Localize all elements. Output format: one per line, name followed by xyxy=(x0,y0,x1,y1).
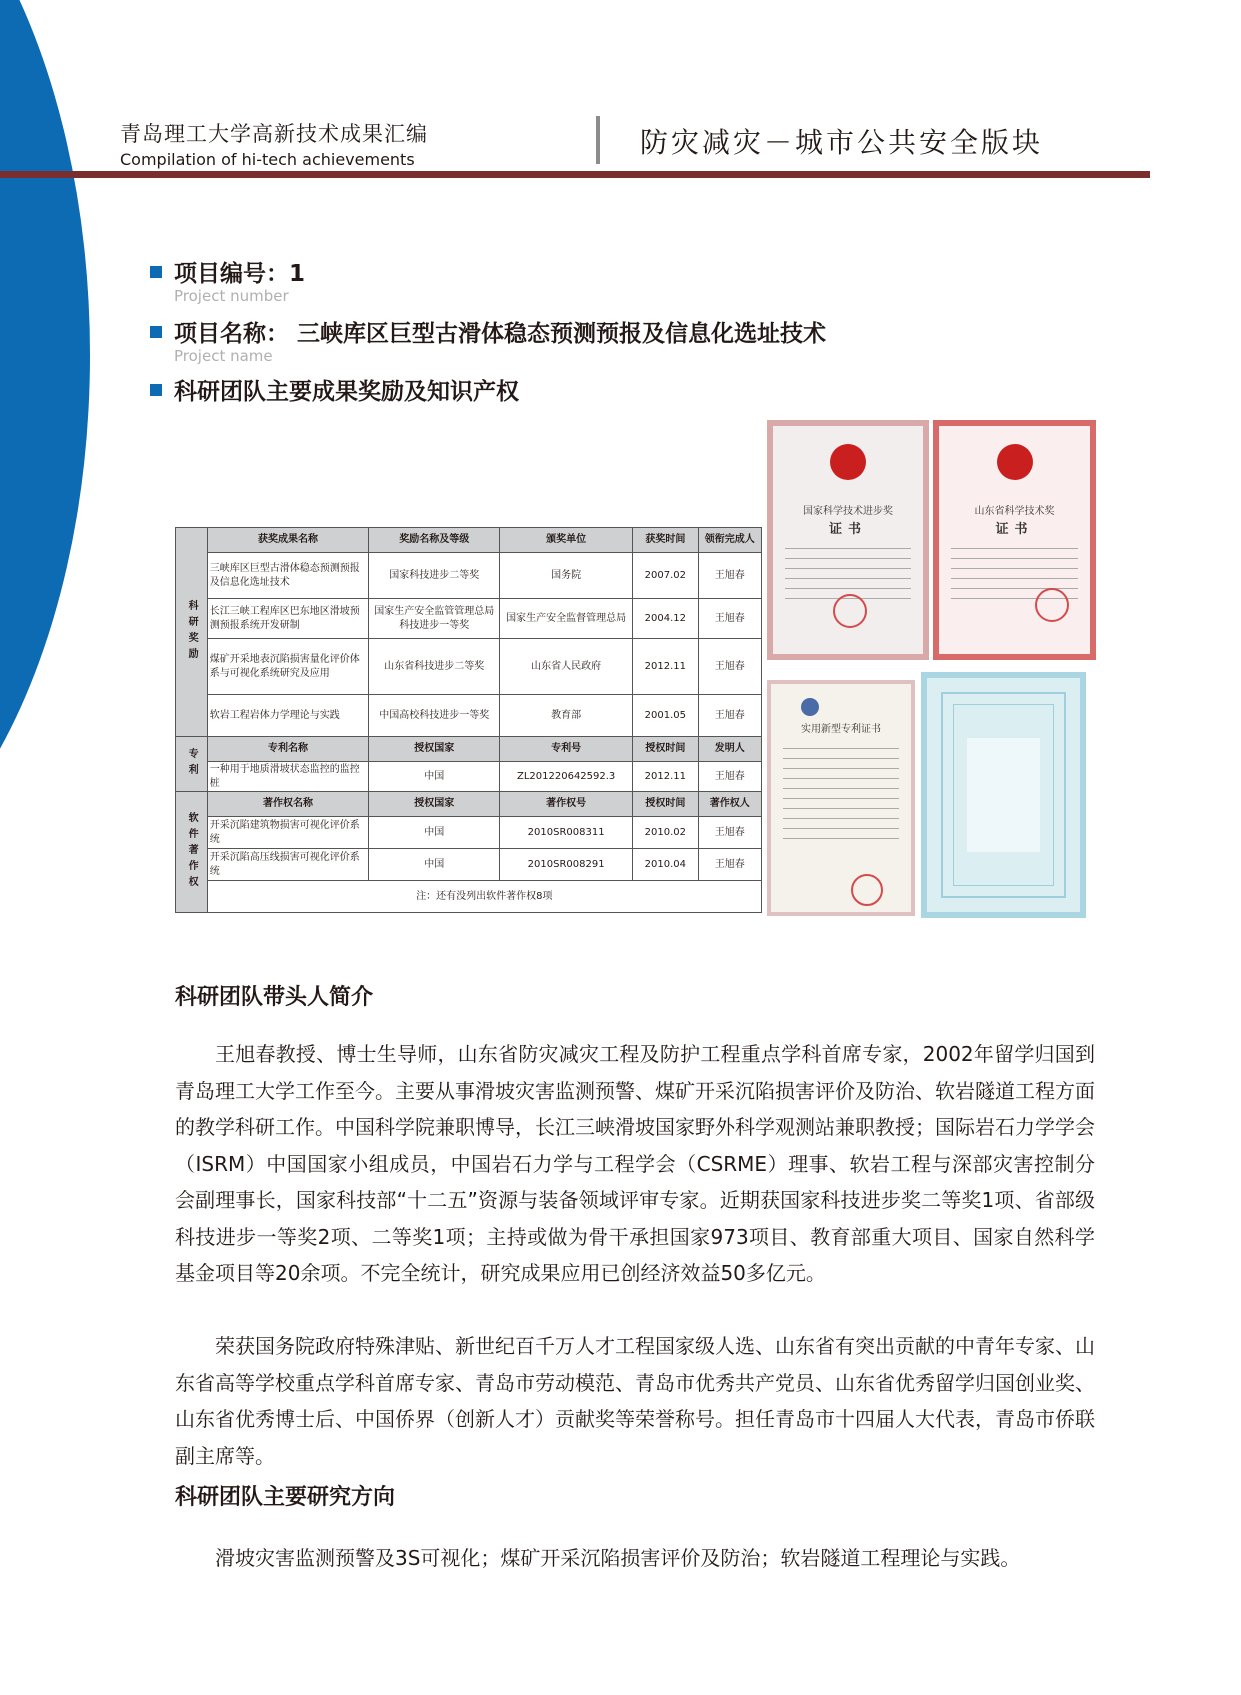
awards-table xyxy=(175,527,762,913)
award-name: 煤矿开采地表沉陷损害量化评价体系与可视化系统研究及应用 xyxy=(207,639,369,695)
award-leader: 王旭春 xyxy=(698,553,761,599)
table-header: 授权时间 xyxy=(633,792,698,817)
award-issuer: 山东省人民政府 xyxy=(500,639,633,695)
certificate-title: 国家科学技术进步奖 xyxy=(803,506,893,517)
table-header: 获奖成果名称 xyxy=(207,528,369,553)
table-header: 获奖时间 xyxy=(633,528,698,553)
software-date: 2010.04 xyxy=(633,849,698,881)
table-header: 发明人 xyxy=(698,737,761,762)
leader-paragraph-1: 王旭春教授、博士生导师，山东省防灾减灾工程及防护工程重点学科首席专家，2002年留学归国到青岛理工大学工作至今。主要从事滑坡灾害监测预警、煤矿开采沉陷损害评价及防治、软岩隧道工程方面的教学科研工作。中国科学院兼职博导，长江三峡滑坡国家野外科学观测站兼职教授；国际岩石力学学会（ISRM）中国国家小组成员，中国岩石力学与工程学会（CSRME）理事、软岩工程与深部灾害控制分会副理事长，国家科技部“十二五”资源与装备领域评审专家。近期获国家科技进步奖二等奖1项、省部级科技进步一等奖2项、二等奖1项；主持或做为骨干承担国家973项目、教育部重大项目、国家自然科学基金项目等20余项。不完全统计，研究成果应用已创经济效益50多亿元。 xyxy=(175,1042,1095,1285)
table-note: 注：还有没列出软件著作权8项 xyxy=(207,881,761,913)
table-row xyxy=(176,695,762,737)
national-emblem-icon xyxy=(830,444,866,480)
award-name: 三峡库区巨型古滑体稳态预测预报及信息化选址技术 xyxy=(207,553,369,599)
table-header: 授权国家 xyxy=(369,792,500,817)
certificate-title: 实用新型专利证书 xyxy=(801,724,881,735)
software-header-row xyxy=(176,792,762,817)
software-country: 中国 xyxy=(369,849,500,881)
software-owner: 王旭春 xyxy=(698,849,761,881)
table-header: 专利号 xyxy=(500,737,633,762)
table-row xyxy=(176,849,762,881)
patent-header-row xyxy=(176,737,762,762)
award-issuer: 国务院 xyxy=(500,553,633,599)
red-stamp-icon xyxy=(833,594,867,628)
award-leader: 王旭春 xyxy=(698,639,761,695)
certificate-title: 山东省科学技术奖 xyxy=(974,506,1055,517)
certificate-paper xyxy=(967,738,1040,852)
award-name: 软岩工程岩体力学理论与实践 xyxy=(207,695,369,737)
table-header: 专利名称 xyxy=(207,737,369,762)
table-header: 授权时间 xyxy=(633,737,698,762)
award-date: 2012.11 xyxy=(633,639,698,695)
patent-category: 专利 xyxy=(176,737,208,792)
award-level: 国家科技进步二等奖 xyxy=(369,553,500,599)
patent-inventor: 王旭春 xyxy=(698,762,761,792)
table-row xyxy=(176,639,762,695)
leader-paragraph-2: 荣获国务院政府特殊津贴、新世纪百千万人才工程国家级人选、山东省有突出贡献的中青年专家、山东省高等学校重点学科首席专家、青岛市劳动模范、青岛市优秀共产党员、山东省优秀留学归国创业奖、山东省优秀博士后、中国侨界（创新人才）贡献奖等荣誉称号。担任青岛市十四届人大代表，青岛市侨联副主席等。 xyxy=(175,1334,1095,1468)
patent-logo-icon xyxy=(801,698,819,716)
award-level: 山东省科技进步二等奖 xyxy=(369,639,500,695)
table-header: 著作权号 xyxy=(500,792,633,817)
project-name xyxy=(150,315,826,348)
project-name-en: Project name xyxy=(174,347,273,365)
leader-heading: 科研团队带头人简介 xyxy=(175,985,374,1010)
section-title: 防灾减灾－城市公共安全版块 xyxy=(640,126,1044,159)
certificate-heading: 证书 xyxy=(828,522,867,537)
patent-name: 一种用于地质滑坡状态监控的监控桩 xyxy=(207,762,369,792)
table-row xyxy=(176,817,762,849)
software-date: 2010.02 xyxy=(633,817,698,849)
bullet-square-icon xyxy=(150,326,162,338)
table-header: 颁奖单位 xyxy=(500,528,633,553)
achievements-heading xyxy=(150,373,519,406)
certificate-software-copyright xyxy=(921,672,1086,918)
patent-country: 中国 xyxy=(369,762,500,792)
header-rule xyxy=(0,171,1150,178)
award-header-row xyxy=(176,528,762,553)
software-number: 2010SR008291 xyxy=(500,849,633,881)
table-header: 授权国家 xyxy=(369,737,500,762)
patent-number: ZL201220642592.3 xyxy=(500,762,633,792)
award-name: 长江三峡工程库区巴东地区滑坡预测预报系统开发研制 xyxy=(207,599,369,639)
bullet-square-icon xyxy=(150,266,162,278)
software-owner: 王旭春 xyxy=(698,817,761,849)
software-country: 中国 xyxy=(369,817,500,849)
certificate-shandong-award xyxy=(933,420,1096,660)
award-level: 中国高校科技进步一等奖 xyxy=(369,695,500,737)
software-name: 开采沉陷高压线损害可视化评价系统 xyxy=(207,849,369,881)
red-stamp-icon xyxy=(851,874,883,906)
award-date: 2004.12 xyxy=(633,599,698,639)
direction-heading: 科研团队主要研究方向 xyxy=(175,1485,396,1510)
table-header: 著作权人 xyxy=(698,792,761,817)
award-issuer: 教育部 xyxy=(500,695,633,737)
certificate-patent xyxy=(767,680,915,916)
award-date: 2001.05 xyxy=(633,695,698,737)
patent-date: 2012.11 xyxy=(633,762,698,792)
project-name-label: 项目名称： 三峡库区巨型古滑体稳态预测预报及信息化选址技术 xyxy=(174,321,827,347)
table-header: 奖励名称及等级 xyxy=(369,528,500,553)
table-header: 著作权名称 xyxy=(207,792,369,817)
table-row xyxy=(176,762,762,792)
publication-subtitle: Compilation of hi-tech achievements xyxy=(120,150,415,169)
project-number-label: 项目编号：1 xyxy=(174,261,306,287)
award-leader: 王旭春 xyxy=(698,695,761,737)
software-number: 2010SR008311 xyxy=(500,817,633,849)
project-number xyxy=(150,255,305,288)
award-level: 国家生产安全监管管理总局科技进步一等奖 xyxy=(369,599,500,639)
direction-paragraph: 滑坡灾害监测预警及3S可视化；煤矿开采沉陷损害评价及防治；软岩隧道工程理论与实践。 xyxy=(215,1546,1021,1570)
certificate-heading: 证书 xyxy=(995,522,1034,537)
software-category: 软件著作权 xyxy=(176,792,208,913)
table-header: 领衔完成人 xyxy=(698,528,761,553)
header-divider xyxy=(596,116,600,164)
national-emblem-icon xyxy=(997,444,1033,480)
certificate-national-award xyxy=(767,420,929,660)
red-stamp-icon xyxy=(1035,588,1069,622)
award-category: 科研奖励 xyxy=(176,528,208,737)
table-note-row xyxy=(176,881,762,913)
certificate-text-lines xyxy=(783,748,899,848)
achievements-title: 科研团队主要成果奖励及知识产权 xyxy=(174,379,519,405)
award-leader: 王旭春 xyxy=(698,599,761,639)
table-row xyxy=(176,553,762,599)
project-number-en: Project number xyxy=(174,287,289,305)
award-issuer: 国家生产安全监督管理总局 xyxy=(500,599,633,639)
software-name: 开采沉陷建筑物损害可视化评价系统 xyxy=(207,817,369,849)
bullet-square-icon xyxy=(150,384,162,396)
award-date: 2007.02 xyxy=(633,553,698,599)
table-row xyxy=(176,599,762,639)
decorative-blue-arc xyxy=(0,0,90,910)
header-publication xyxy=(120,118,428,169)
publication-title: 青岛理工大学高新技术成果汇编 xyxy=(120,122,428,146)
